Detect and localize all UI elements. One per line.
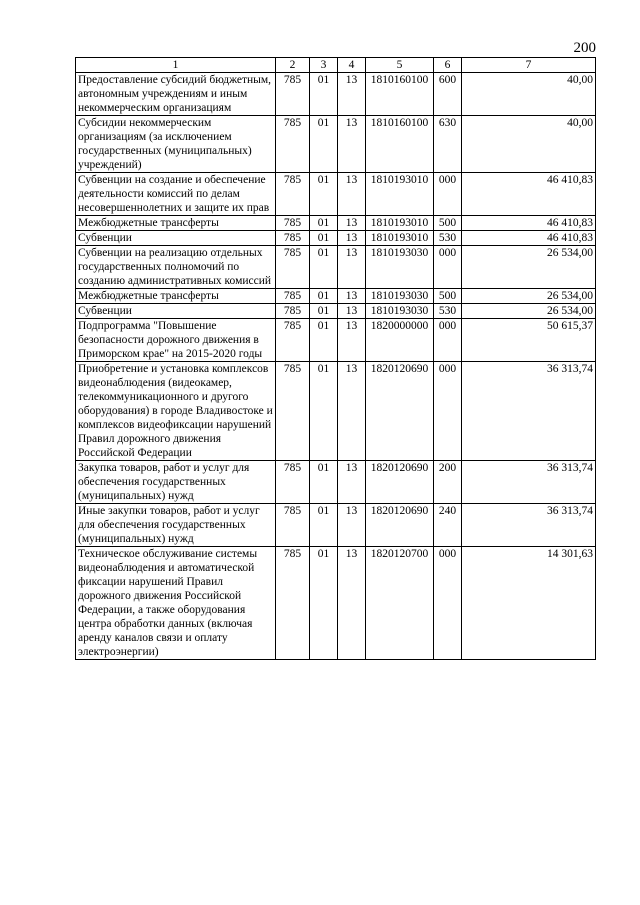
- row-amount-cell: 26 534,00: [462, 304, 596, 319]
- table-row: [76, 73, 596, 116]
- budget-table: [75, 57, 596, 660]
- row-section-cell: 01: [310, 304, 338, 319]
- table-row: [76, 362, 596, 461]
- row-section-cell: 01: [310, 362, 338, 461]
- row-amount-cell: 26 534,00: [462, 246, 596, 289]
- row-amount-cell: 46 410,83: [462, 173, 596, 216]
- table-row: [76, 246, 596, 289]
- row-subsection-cell: 13: [338, 504, 366, 547]
- row-target-article-cell: 1810193030: [366, 304, 434, 319]
- row-amount-cell: 14 301,63: [462, 547, 596, 660]
- row-name-cell: Иные закупки товаров, работ и услуг для обеспечения государственных (муниципальных) нужд: [76, 504, 276, 547]
- row-subsection-cell: 13: [338, 216, 366, 231]
- row-section-cell: 01: [310, 547, 338, 660]
- row-section-cell: 01: [310, 116, 338, 173]
- row-subsection-cell: 13: [338, 73, 366, 116]
- row-subsection-cell: 13: [338, 304, 366, 319]
- column-header: 5: [366, 58, 434, 73]
- row-subsection-cell: 13: [338, 362, 366, 461]
- row-ministry-code-cell: 785: [276, 246, 310, 289]
- row-subsection-cell: 13: [338, 547, 366, 660]
- row-section-cell: 01: [310, 319, 338, 362]
- row-ministry-code-cell: 785: [276, 216, 310, 231]
- row-section-cell: 01: [310, 246, 338, 289]
- row-name-cell: Субвенции на создание и обеспечение деятельности комиссий по делам несовершеннолетних и защите их прав: [76, 173, 276, 216]
- row-name-cell: Межбюджетные трансферты: [76, 216, 276, 231]
- table-header-row: [76, 58, 596, 73]
- row-subsection-cell: 13: [338, 173, 366, 216]
- row-target-article-cell: 1820120690: [366, 461, 434, 504]
- table-row: [76, 216, 596, 231]
- column-header: 7: [462, 58, 596, 73]
- table-row: [76, 504, 596, 547]
- row-name-cell: Предоставление субсидий бюджетным, автономным учреждениям и иным некоммерческим организациям: [76, 73, 276, 116]
- row-ministry-code-cell: 785: [276, 504, 310, 547]
- table-row: [76, 461, 596, 504]
- row-section-cell: 01: [310, 73, 338, 116]
- row-amount-cell: 36 313,74: [462, 461, 596, 504]
- row-name-cell: Субвенции: [76, 304, 276, 319]
- row-amount-cell: 40,00: [462, 73, 596, 116]
- row-target-article-cell: 1810193010: [366, 173, 434, 216]
- row-name-cell: Техническое обслуживание системы видеонаблюдения и автоматической фиксации нарушений Правил дорожного движения Российской Федерации, а также оборудования центра обработки данных (включая аренду каналов связи и оплату электроэнергии): [76, 547, 276, 660]
- row-target-article-cell: 1810193010: [366, 231, 434, 246]
- row-section-cell: 01: [310, 289, 338, 304]
- row-target-article-cell: 1810193010: [366, 216, 434, 231]
- column-header: 3: [310, 58, 338, 73]
- row-name-cell: Приобретение и установка комплексов видеонаблюдения (видеокамер, телекоммуникационного и другого оборудования) в городе Владивостоке и комплексов видеофиксации нарушений Правил дорожного движения Российской Федерации: [76, 362, 276, 461]
- row-name-cell: Субвенции: [76, 231, 276, 246]
- row-subsection-cell: 13: [338, 116, 366, 173]
- row-expense-type-cell: 000: [434, 173, 462, 216]
- row-expense-type-cell: 000: [434, 547, 462, 660]
- row-expense-type-cell: 000: [434, 319, 462, 362]
- row-amount-cell: 46 410,83: [462, 216, 596, 231]
- row-section-cell: 01: [310, 461, 338, 504]
- row-name-cell: Межбюджетные трансферты: [76, 289, 276, 304]
- row-amount-cell: 46 410,83: [462, 231, 596, 246]
- row-name-cell: Подпрограмма "Повышение безопасности дорожного движения в Приморском крае" на 2015-2020 годы: [76, 319, 276, 362]
- table-row: [76, 173, 596, 216]
- table-row: [76, 547, 596, 660]
- row-target-article-cell: 1820000000: [366, 319, 434, 362]
- row-subsection-cell: 13: [338, 319, 366, 362]
- row-expense-type-cell: 500: [434, 216, 462, 231]
- row-section-cell: 01: [310, 173, 338, 216]
- column-header: 1: [76, 58, 276, 73]
- row-subsection-cell: 13: [338, 246, 366, 289]
- row-section-cell: 01: [310, 504, 338, 547]
- row-amount-cell: 50 615,37: [462, 319, 596, 362]
- table-row: [76, 319, 596, 362]
- row-target-article-cell: 1810160100: [366, 116, 434, 173]
- row-ministry-code-cell: 785: [276, 461, 310, 504]
- row-ministry-code-cell: 785: [276, 289, 310, 304]
- row-expense-type-cell: 240: [434, 504, 462, 547]
- row-ministry-code-cell: 785: [276, 304, 310, 319]
- row-amount-cell: 36 313,74: [462, 362, 596, 461]
- table-row: [76, 304, 596, 319]
- row-amount-cell: 40,00: [462, 116, 596, 173]
- row-name-cell: Закупка товаров, работ и услуг для обеспечения государственных (муниципальных) нужд: [76, 461, 276, 504]
- row-section-cell: 01: [310, 231, 338, 246]
- row-expense-type-cell: 530: [434, 304, 462, 319]
- row-expense-type-cell: 000: [434, 362, 462, 461]
- row-target-article-cell: 1820120690: [366, 362, 434, 461]
- row-expense-type-cell: 500: [434, 289, 462, 304]
- row-name-cell: Субсидии некоммерческим организациям (за исключением государственных (муниципальных) учреждений): [76, 116, 276, 173]
- row-target-article-cell: 1810160100: [366, 73, 434, 116]
- row-ministry-code-cell: 785: [276, 362, 310, 461]
- row-ministry-code-cell: 785: [276, 547, 310, 660]
- page-number: 200: [573, 40, 596, 56]
- column-header: 6: [434, 58, 462, 73]
- row-target-article-cell: 1820120700: [366, 547, 434, 660]
- row-target-article-cell: 1820120690: [366, 504, 434, 547]
- row-ministry-code-cell: 785: [276, 231, 310, 246]
- row-expense-type-cell: 000: [434, 246, 462, 289]
- row-amount-cell: 36 313,74: [462, 504, 596, 547]
- row-subsection-cell: 13: [338, 289, 366, 304]
- row-expense-type-cell: 200: [434, 461, 462, 504]
- row-ministry-code-cell: 785: [276, 173, 310, 216]
- row-expense-type-cell: 530: [434, 231, 462, 246]
- table-row: [76, 289, 596, 304]
- row-ministry-code-cell: 785: [276, 73, 310, 116]
- row-ministry-code-cell: 785: [276, 116, 310, 173]
- table-row: [76, 231, 596, 246]
- column-header: 2: [276, 58, 310, 73]
- row-name-cell: Субвенции на реализацию отдельных государственных полномочий по созданию административных комиссий: [76, 246, 276, 289]
- table-row: [76, 116, 596, 173]
- column-header: 4: [338, 58, 366, 73]
- row-amount-cell: 26 534,00: [462, 289, 596, 304]
- row-expense-type-cell: 630: [434, 116, 462, 173]
- row-subsection-cell: 13: [338, 231, 366, 246]
- row-expense-type-cell: 600: [434, 73, 462, 116]
- row-target-article-cell: 1810193030: [366, 289, 434, 304]
- row-target-article-cell: 1810193030: [366, 246, 434, 289]
- row-ministry-code-cell: 785: [276, 319, 310, 362]
- row-subsection-cell: 13: [338, 461, 366, 504]
- row-section-cell: 01: [310, 216, 338, 231]
